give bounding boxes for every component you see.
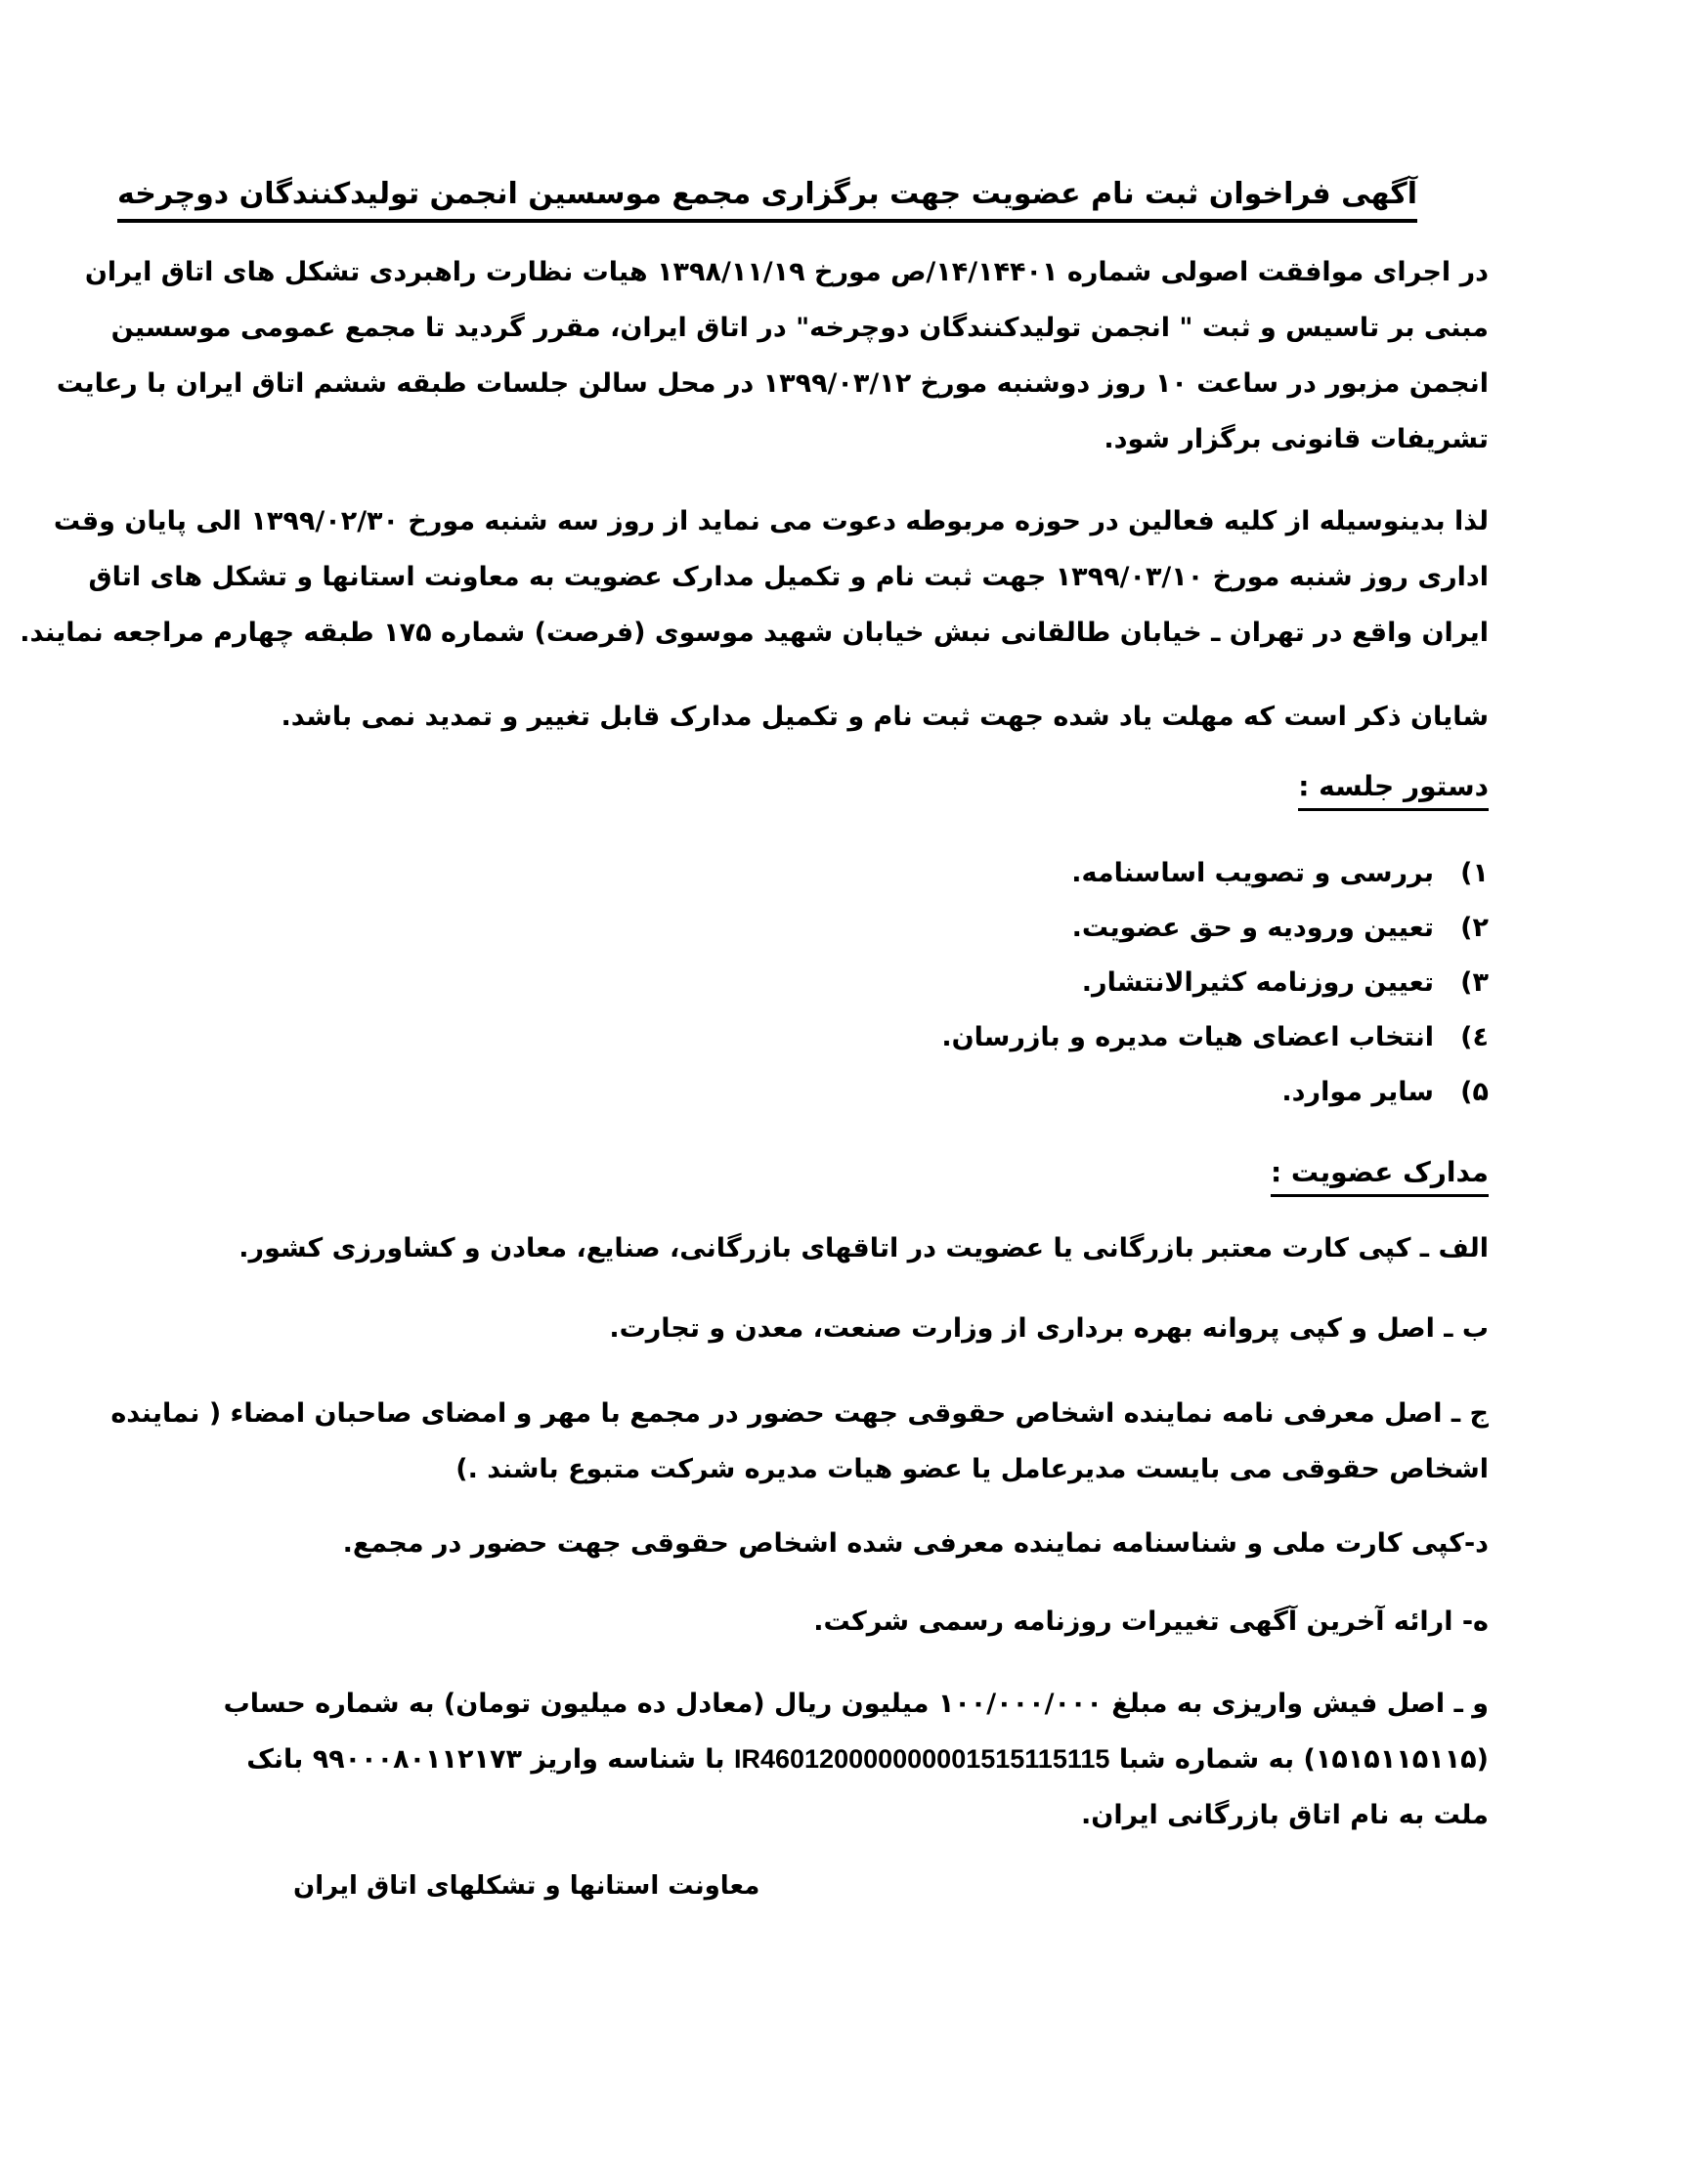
document-title-text: آگهی فراخوان ثبت نام عضویت جهت برگزاری مجمع موسسین انجمن تولیدکنندگان دوچرخه [117,174,1417,223]
invitation-line: ایران واقع در تهران ـ خیابان طالقانی نبش خیابان شهید موسوی (فرصت) شماره ۱۷۵ طبقه چهارم مراجعه نمایند. [20,618,1489,648]
signature: معاونت استانها و تشکلهای اتاق ایران [293,1871,760,1901]
agenda-item-text: بررسی و تصویب اساسنامه. [1071,858,1434,888]
agenda-heading-text: دستور جلسه : [1298,767,1489,811]
document-item-alef: الف ـ کپی کارت معتبر بازرگانی یا عضویت در اتاقهای بازرگانی، صنایع، معادن و کشاورزی کشور. [238,1233,1489,1263]
document-item-be: ب ـ اصل و کپی پروانه بهره برداری از وزارت صنعت، معدن و تجارت. [609,1313,1489,1344]
agenda-item-number: ۱) [1460,858,1489,888]
agenda-item-number: ۳) [1460,967,1489,998]
document-item-he: ه- ارائه آخرین آگهی تغییرات روزنامه رسمی شرکت. [813,1606,1489,1637]
agenda-item-text: تعیین روزنامه کثیرالانتشار. [1081,967,1434,998]
document-item-jim [110,1386,1489,1497]
document-item-jim-line: ج ـ اصل معرفی نامه نماینده اشخاص حقوقی جهت حضور در مجمع با مهر و امضای صاحبان امضاء ( نماینده [110,1398,1489,1429]
sheba-number: IR460120000000001515115115 [733,1744,1110,1774]
document-item-jim-line: اشخاص حقوقی می بایست مدیرعامل یا عضو هیات مدیره شرکت متبوع باشند .) [455,1454,1489,1484]
agenda-item-text: سایر موارد. [1281,1077,1434,1107]
agenda-heading [1298,767,1489,811]
documents-heading-text: مدارک عضویت : [1271,1153,1489,1197]
agenda-list [941,846,1489,1120]
account-number-text: (۱۵۱۵۱۱۵۱۱۵) به شماره شبا [1118,1744,1489,1775]
agenda-item [941,1010,1489,1065]
invitation-line: لذا بدینوسیله از کلیه فعالین در حوزه مربوطه دعوت می نماید از روز سه شنبه مورخ ۱۳۹۹/۰۲/۳۰ الی پایان وقت [53,506,1489,536]
intro-line: در اجرای موافقت اصولی شماره ۱۴/۱۴۴۰۱/ص مورخ ۱۳۹۸/۱۱/۱۹ هیات نظارت راهبردی تشکل های اتاق ایران [84,257,1489,287]
intro-line: انجمن مزبور در ساعت ۱۰ روز دوشنبه مورخ ۱۳۹۹/۰۳/۱۲ در محل سالن جلسات طبقه ششم اتاق ایران با رعایت [56,368,1489,399]
agenda-item [941,901,1489,956]
agenda-item [941,846,1489,901]
document-item-vav-line: ملت به نام اتاق بازرگانی ایران. [1081,1800,1489,1830]
document-item-vav [191,1676,1489,1843]
agenda-item-number: ۲) [1460,913,1489,943]
invitation-paragraph [20,493,1489,661]
deadline-note-text: شایان ذکر است که مهلت یاد شده جهت ثبت نام و تکمیل مدارک قابل تغییر و تمدید نمی باشد. [281,702,1489,732]
agenda-item-text: انتخاب اعضای هیات مدیره و بازرسان. [941,1022,1434,1052]
intro-paragraph [56,244,1489,467]
document-item-vav-line [191,1732,1489,1787]
document-item-dal: د-کپی کارت ملی و شناسنامه نماینده معرفی شده اشخاص حقوقی جهت حضور در مجمع. [342,1528,1489,1559]
intro-line: مبنی بر تاسیس و ثبت " انجمن تولیدکنندگان دوچرخه" در اتاق ایران، مقرر گردید تا مجمع عمومی موسسین [110,313,1489,343]
invitation-line: اداری روز شنبه مورخ ۱۳۹۹/۰۳/۱۰ جهت ثبت نام و تکمیل مدارک عضویت به معاونت استانها و تشکل های اتاق [88,562,1489,592]
agenda-item-number: ۵) [1460,1077,1489,1107]
payment-id-text: با شناسه واریز ۹۹۰۰۰۸۰۱۱۲۱۷۳ بانک [246,1744,725,1775]
intro-line: تشریفات قانونی برگزار شود. [1104,424,1489,454]
agenda-item [941,1065,1489,1120]
agenda-item-number: ٤) [1460,1022,1489,1052]
agenda-item [941,956,1489,1010]
deadline-note [191,689,1489,745]
document-item-vav-line: و ـ اصل فیش واریزی به مبلغ ۱۰۰/۰۰۰/۰۰۰ میلیون ریال (معادل ده میلیون تومان) به شماره حساب [223,1689,1489,1719]
agenda-item-text: تعیین ورودیه و حق عضویت. [1071,913,1434,943]
document-title [117,174,1417,223]
documents-heading [1271,1153,1489,1197]
